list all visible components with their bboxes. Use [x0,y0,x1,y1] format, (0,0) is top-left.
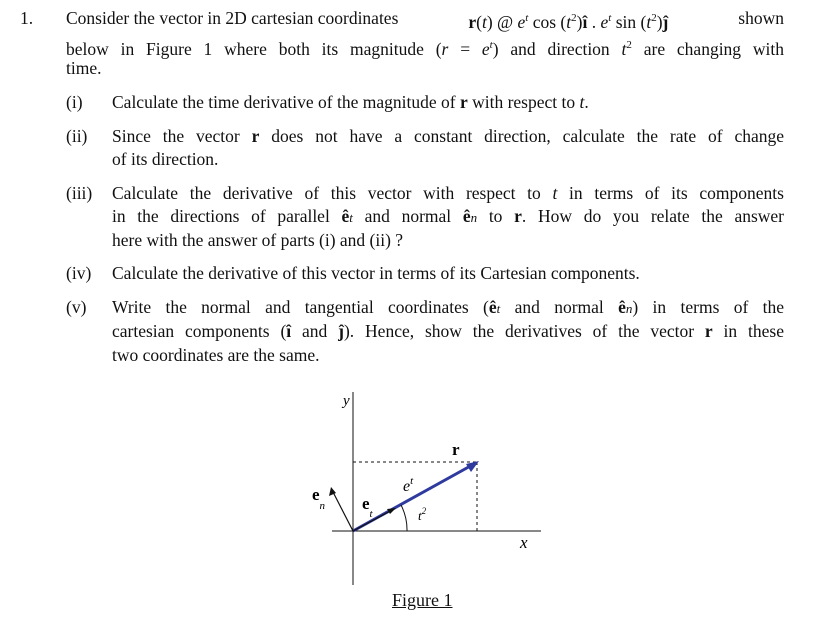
intro-text-b: shown [738,8,784,28]
part-v-line-1: Write the normal and tangential coordinates (êt and normal ên) in terms of the [112,297,785,317]
figure-caption: Figure 1 [392,590,453,610]
en-vector [333,492,353,531]
part-iv-text: Calculate the derivative of this vector in terms of its Cartesian components. [112,263,640,283]
intro-line-3: time. [66,58,102,78]
part-iii-line-1: Calculate the derivative of this vector with respect to t in terms of its components [112,183,784,203]
part-ii-line-1: Since the vector r does not have a constant direction, calculate the rate of change [112,126,785,146]
part-v-line-2: cartesian components (î and ĵ). Hence, show the derivatives of the vector r in these [112,321,784,341]
angle-arc [401,505,407,531]
vector-r-label: r [452,440,460,459]
part-iii-label: (iii) [66,183,93,203]
part-v-label: (v) [66,297,87,317]
en-label: $e_n$ [312,485,326,512]
part-v-line-3: two coordinates are the same. [112,345,320,365]
vector-expression: r(t) @ $e^t$ $\cos (t^2)î$ . $e^t$ $\sin (t^2)ĵ$ [468,11,669,32]
intro-text-a: Consider the vector in 2D cartesian coordinates [66,8,399,28]
part-iii-line-2: in the directions of parallel êt and normal ên to r. How do you relate the answer [112,206,784,226]
question-number: 1. [20,8,34,28]
part-i-text: Calculate the time derivative of the magnitude of r with respect to t. [112,92,589,112]
magnitude-label: $e^t$ [403,475,414,495]
et-label: $e_t$ [362,494,373,520]
y-axis-label: y [343,393,350,409]
part-ii-label: (ii) [66,126,88,146]
x-axis-label: x [520,533,528,552]
angle-label: $t^2$ [418,506,427,523]
part-ii-line-2: of its direction. [112,149,219,169]
part-iv-label: (iv) [66,263,92,283]
part-i-label: (i) [66,92,83,112]
intro-line-2: below in Figure 1 where both its magnitude $(r = e^t)$ and direction $t^2$ are changing with [66,38,784,59]
part-iii-line-3: here with the answer of parts (i) and (ii) ? [112,230,404,250]
